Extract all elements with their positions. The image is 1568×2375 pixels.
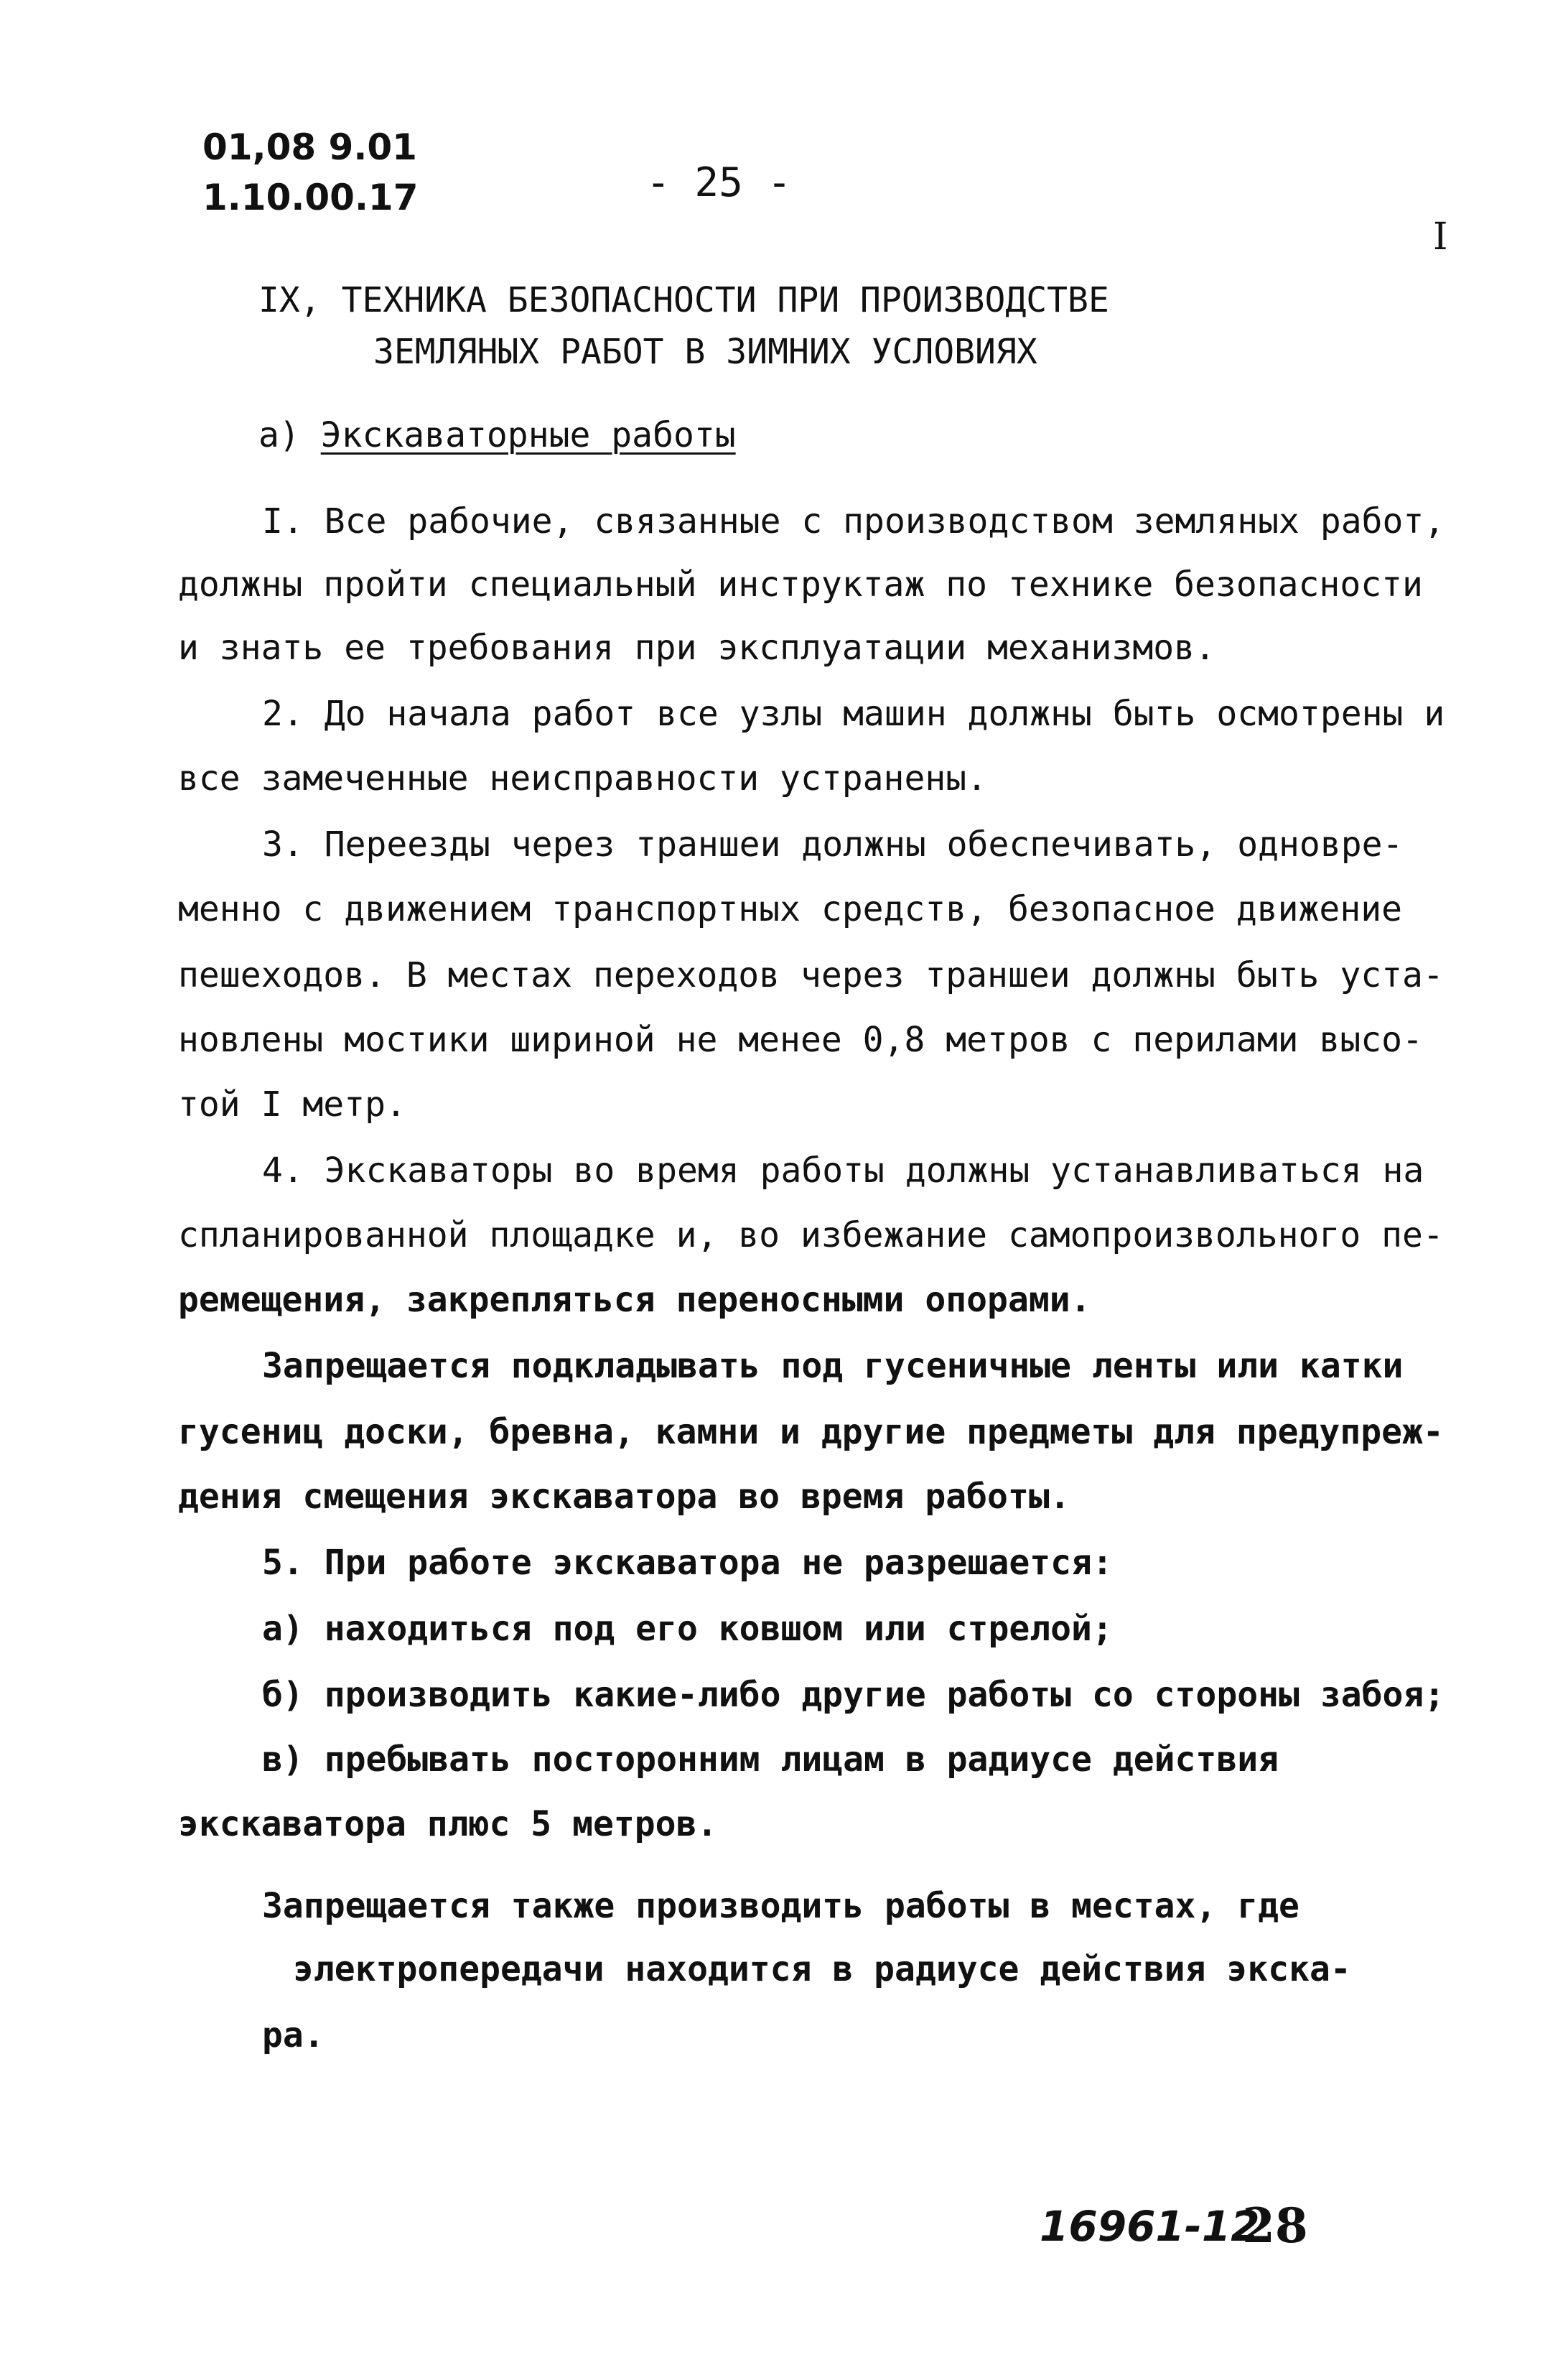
- body-line: все замеченные неисправности устранены.: [178, 758, 988, 799]
- body-line: экскаватора плюс 5 метров.: [178, 1804, 718, 1844]
- body-line: 3. Переезды через траншеи должны обеспечивать, одновре-: [262, 824, 1404, 865]
- body-line: Запрещается также производить работы в местах, где: [262, 1886, 1299, 1926]
- body-line: а) находиться под его ковшом или стрелой;: [262, 1609, 1113, 1649]
- subheading-text: Экскаваторные работы: [320, 415, 736, 455]
- body-line: Запрещается подкладывать под гусеничные ленты или катки: [262, 1346, 1404, 1386]
- body-line: спланированной площадке и, во избежание самопроизвольного пе-: [178, 1215, 1444, 1255]
- body-line: менно с движением транспортных средств, безопасное движение: [178, 889, 1403, 929]
- body-line: 5. При работе экскаватора не разрешается:: [262, 1543, 1113, 1583]
- body-line: I. Все рабочие, связанные с производством земляных работ,: [262, 501, 1445, 542]
- page-number: - 25 -: [646, 159, 792, 206]
- body-line: электропередачи находится в радиусе действия экска-: [293, 1949, 1351, 1989]
- body-line: должны пройти специальный инструктаж по технике безопасности: [178, 564, 1423, 605]
- body-line: пешеходов. В местах переходов через траншеи должны быть уста-: [178, 955, 1444, 995]
- document-code-line-1: 01,08 9.01: [202, 126, 417, 168]
- body-line: б) производить какие-либо другие работы со стороны забоя;: [262, 1675, 1445, 1715]
- body-line: 4. Экскаваторы во время работы должны устанавливаться на: [262, 1151, 1424, 1191]
- body-line: той I метр.: [178, 1084, 406, 1125]
- section-title-line-1: IX, ТЕХНИКА БЕЗОПАСНОСТИ ПРИ ПРОИЗВОДСТВЕ: [258, 280, 1109, 320]
- body-line: в) пребывать посторонним лицам в радиусе действия: [262, 1739, 1279, 1780]
- sheet-number: 28: [1242, 2198, 1308, 2254]
- body-line: ра.: [262, 2015, 325, 2055]
- subheading: [258, 415, 736, 455]
- corner-marker: I: [1433, 215, 1448, 259]
- subheading-prefix: а): [258, 415, 300, 455]
- body-line: ремещения, закрепляться переносными опорами.: [178, 1280, 1091, 1320]
- body-line: и знать ее требования при эксплуатации механизмов.: [178, 628, 1215, 668]
- section-title-line-2: ЗЕМЛЯНЫХ РАБОТ В ЗИМНИХ УСЛОВИЯХ: [373, 332, 1037, 372]
- body-line: 2. До начала работ все узлы машин должны быть осмотрены и: [262, 694, 1445, 734]
- body-line: новлены мостики шириной не менее 0,8 метров с перилами высо-: [178, 1020, 1423, 1060]
- body-line: гусениц доски, бревна, камни и другие предметы для предупреж-: [178, 1412, 1444, 1452]
- body-line: дения смещения экскаватора во время работы.: [178, 1477, 1070, 1517]
- document-number: 16961-12: [1040, 2202, 1260, 2251]
- document-code-line-2: 1.10.00.17: [202, 177, 419, 218]
